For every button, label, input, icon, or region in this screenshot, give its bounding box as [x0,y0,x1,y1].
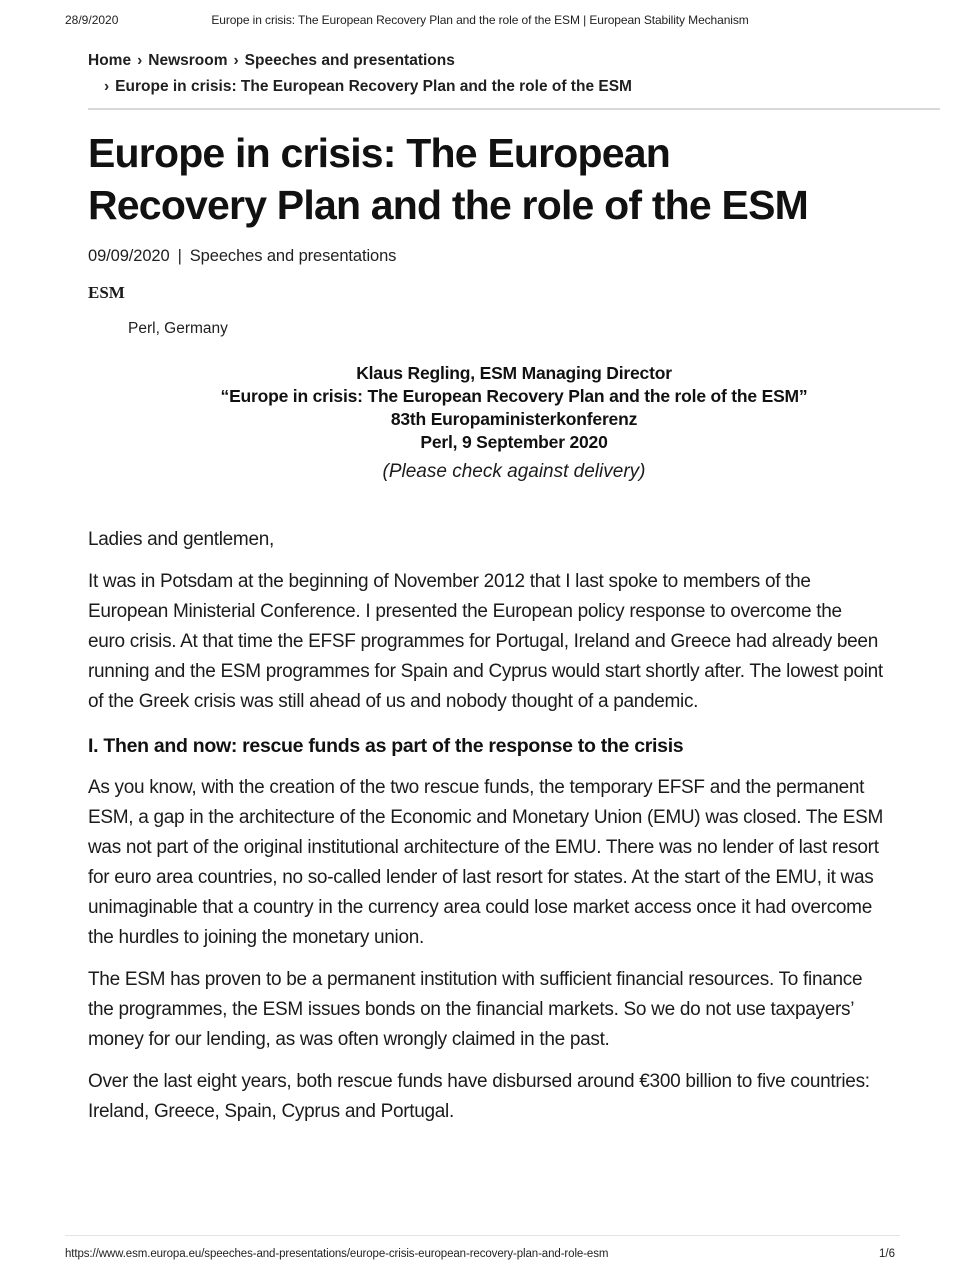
breadcrumb-item-newsroom[interactable]: Newsroom [148,52,228,69]
chevron-right-icon: › [233,52,239,69]
speech-event: 83th Europaministerkonferenz [390,409,638,429]
print-document-title: Europe in crisis: The European Recovery Plan and the role of the ESM | European Stability Mechanism [211,13,749,27]
print-date: 28/9/2020 [65,13,119,27]
page-title [88,127,940,231]
speech-body [88,525,883,1127]
article-meta [88,247,940,266]
chevron-right-icon: › [104,78,110,95]
paragraph-2: As you know, with the creation of the two rescue funds, the temporary EFSF and the permanent ESM, a gap in the architecture of the Economic and Monetary Union (EMU) was closed. The ESM was not part of the original institutional architecture of the EMU. There was no lender of last resort for euro area countries, no so-called lender of last resort for states. At the start of the EMU, it was unimaginable that a country in the currency area could lose market access once it had overcome the hurdles to joining the monetary union. [88,777,884,948]
paragraph-4: Over the last eight years, both rescue funds have disbursed around €300 billion to five countries: Ireland, Greece, Spain, Cyprus and Portugal. [88,1071,870,1122]
speech-title: “Europe in crisis: The European Recovery Plan and the role of the ESM” [220,386,808,406]
article-tag-esm[interactable]: ESM [88,283,125,302]
print-footer [0,1248,960,1264]
article-location: Perl, Germany [128,320,228,337]
section-heading-1: I. Then and now: rescue funds as part of the response to the crisis [88,735,684,757]
breadcrumb-item-speeches[interactable]: Speeches and presentations [244,52,455,69]
salutation: Ladies and gentlemen, [88,529,274,550]
breadcrumb [88,48,940,100]
article-category-link[interactable]: Speeches and presentations [189,247,397,265]
chevron-right-icon: › [137,52,143,69]
article-content [88,48,940,1127]
source-url: https://www.esm.europa.eu/speeches-and-presentations/europe-crisis-european-recovery-plan-and-role-esm [65,1248,609,1260]
meta-separator: | [177,247,182,265]
footer-divider [65,1235,900,1236]
article-date: 09/09/2020 [88,247,170,265]
paragraph-1: It was in Potsdam at the beginning of November 2012 that I last spoke to members of the European Ministerial Conference. I presented the European policy response to overcome the euro crisis. At that time the EFSF programmes for Portugal, Ireland and Greece had already been running and the ESM programmes for Spain and Cyprus would start shortly after. The lowest point of the Greek crisis was still ahead of us and nobody thought of a pandemic. [88,571,883,712]
page-title-line-2: Recovery Plan and the role of the ESM [88,182,808,228]
breadcrumb-line-2 [88,74,940,100]
breadcrumb-line-1 [88,48,940,74]
breadcrumb-item-home[interactable]: Home [88,52,132,69]
speech-speaker: Klaus Regling, ESM Managing Director [356,363,672,383]
header-divider [88,108,940,110]
speech-header [88,362,940,454]
page-indicator: 1/6 [879,1248,895,1260]
breadcrumb-item-current[interactable]: Europe in crisis: The European Recovery Plan and the role of the ESM [115,78,632,95]
speech-venue-date: Perl, 9 September 2020 [420,432,608,452]
page-title-line-1: Europe in crisis: The European [88,130,671,176]
delivery-note: (Please check against delivery) [382,461,646,482]
print-header [0,13,960,29]
paragraph-3: The ESM has proven to be a permanent institution with sufficient financial resources. To finance the programmes, the ESM issues bonds on the financial markets. So we do not use taxpayers’ money for our lending, as was often wrongly claimed in the past. [88,969,863,1050]
